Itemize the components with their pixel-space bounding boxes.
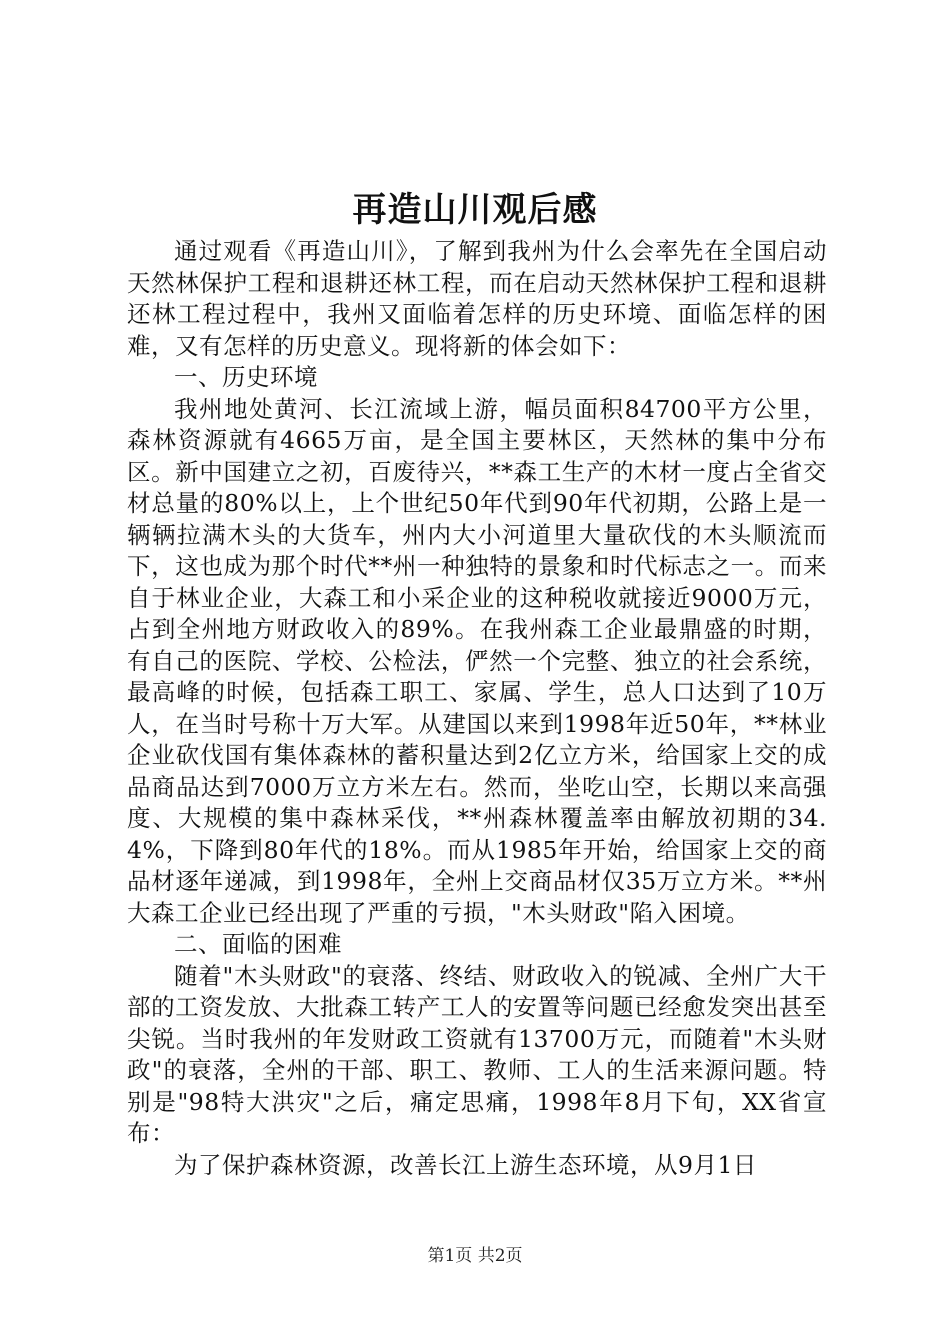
document-body	[127, 236, 827, 1181]
section-heading-difficulties: 二、面临的困难	[174, 930, 342, 958]
section-heading-history: 一、历史环境	[174, 363, 318, 391]
difficulties-paragraph: 随着"木头财政"的衰落、终结、财政收入的锐减、全州广大干部的工资发放、大批森工转产工人的安置等问题已经愈发突出甚至尖锐。当时我州的年发财政工资就有13700万元，而随着"木头财政"的衰落，全州的干部、职工、教师、工人的生活来源问题。特别是"98特大洪灾"之后，痛定思痛，1998年8月下旬，XX省宣布：	[127, 961, 827, 1147]
intro-paragraph: 通过观看《再造山川》，了解到我州为什么会率先在全国启动天然林保护工程和退耕还林工程，而在启动天然林保护工程和退耕还林工程过程中，我州又面临着怎样的历史环境、面临怎样的困难，又有怎样的历史意义。现将新的体会如下：	[127, 237, 827, 360]
page-footer: 第1页 共2页	[427, 1246, 523, 1266]
history-paragraph: 我州地处黄河、长江流域上游，幅员面积84700平方公里，森林资源就有4665万亩，是全国主要林区，天然林的集中分布区。新中国建立之初，百废待兴，**森工生产的木材一度占全省交材总量的80%以上，上个世纪50年代到90年代初期，公路上是一辆辆拉满木头的大货车，州内大小河道里大量砍伐的木头顺流而下，这也成为那个时代**州一种独特的景象和时代标志之一。而来自于林业企业，大森工和小采企业的这种税收就接近9000万元，占到全州地方财政收入的89%。在我州森工企业最鼎盛的时期，有自己的医院、学校、公检法，俨然一个完整、独立的社会系统，最高峰的时候，包括森工职工、家属、学生，总人口达到了10万人，在当时号称十万大军。从建国以来到1998年近50年，**林业企业砍伐国有集体森林的蓄积量达到2亿立方米，给国家上交的成品商品达到7000万立方米左右。然而，坐吃山空，长期以来高强度、大规模的集中森林采伐，**州森林覆盖率由解放初期的34.4%，下降到80年代的18%。而从1985年开始，给国家上交的商品材逐年递减，到1998年，全州上交商品材仅35万立方米。**州大森工企业已经出现了严重的亏损，"木头财政"陷入困境。	[127, 394, 827, 927]
page-title: 再造山川观后感	[352, 190, 598, 230]
protection-paragraph: 为了保护森林资源，改善长江上游生态环境，从9月1日	[174, 1150, 757, 1179]
